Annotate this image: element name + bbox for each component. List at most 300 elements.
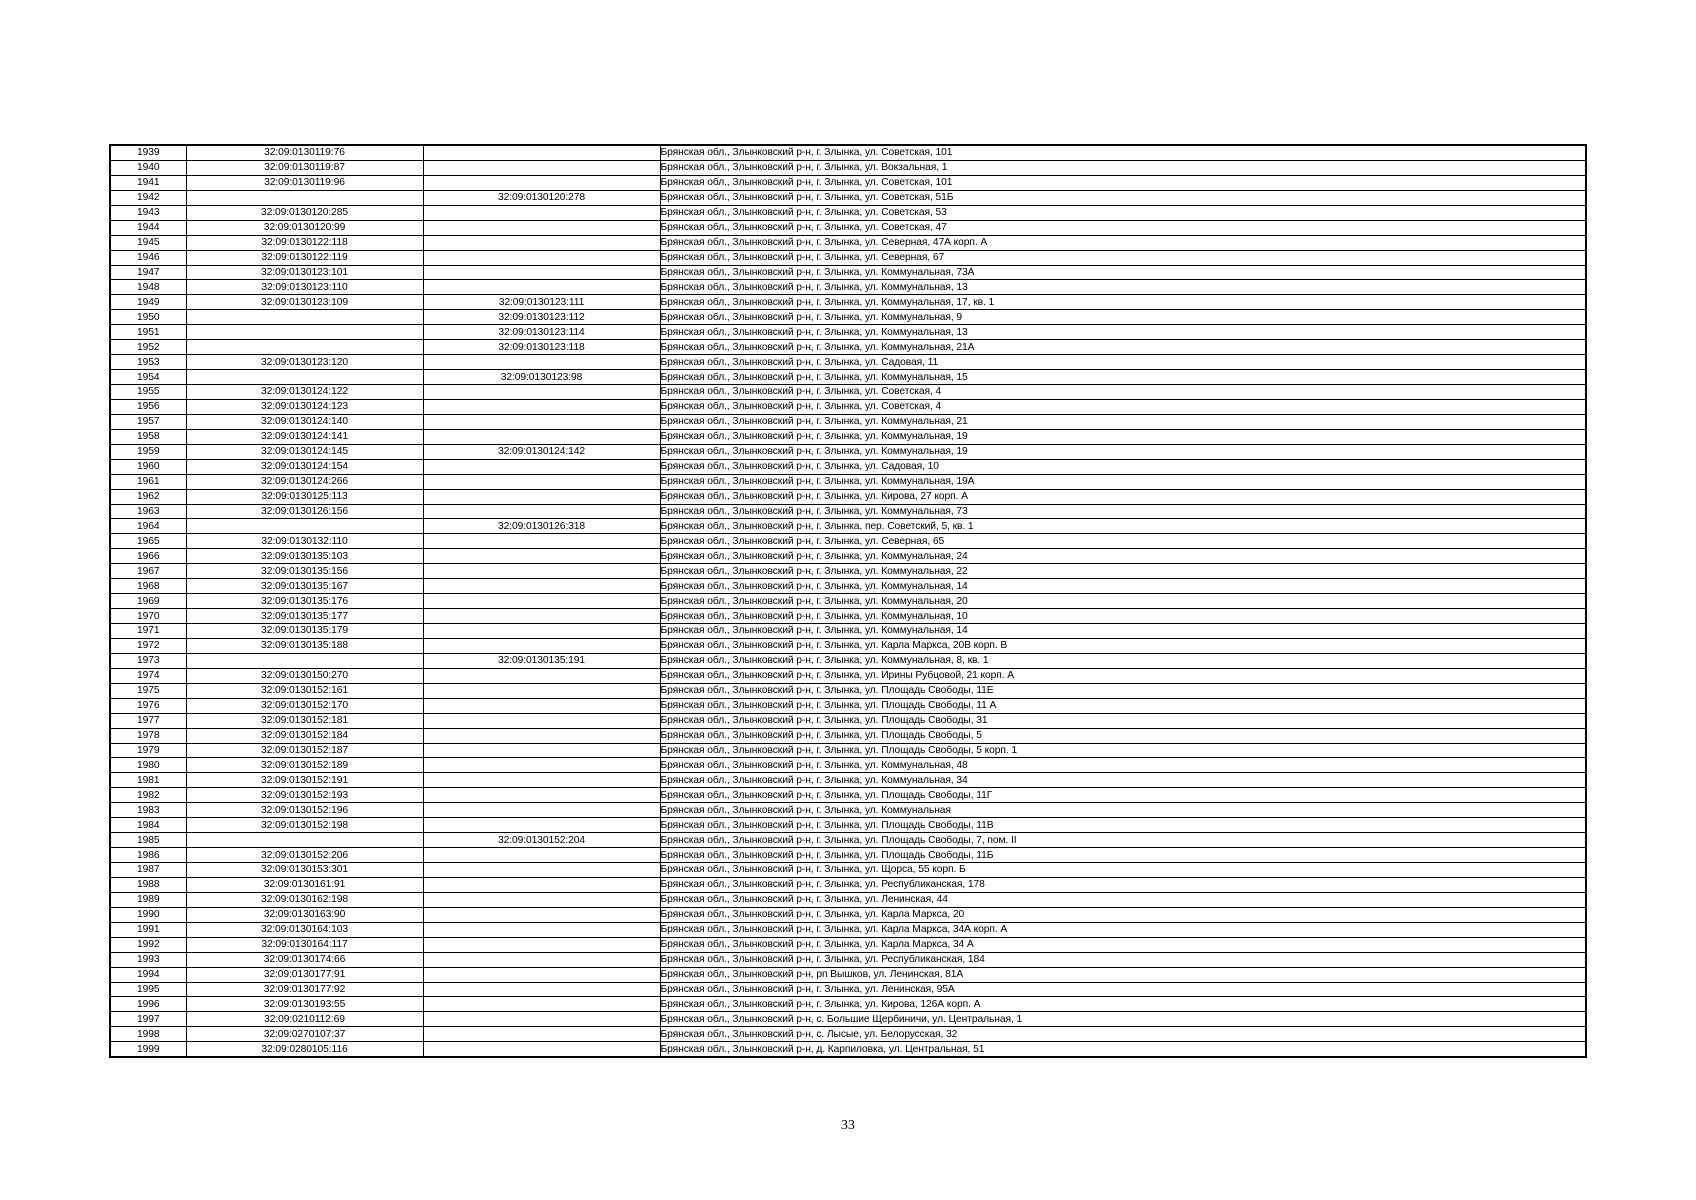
registry-table-body <box>110 145 1586 1057</box>
related-cadastral-number-cell <box>423 250 660 265</box>
related-cadastral-number-cell: 32:09:0130152:204 <box>423 833 660 848</box>
cadastral-number-cell: 32:09:0130152:206 <box>186 848 423 863</box>
table-row <box>110 624 1586 639</box>
cadastral-number-cell: 32:09:0130161:91 <box>186 877 423 892</box>
row-number-cell: 1978 <box>110 728 186 743</box>
address-cell: Брянская обл., Злынковский р-н, г. Злынка, ул. Кирова, 126А корп. А <box>660 997 1586 1012</box>
address-cell: Брянская обл., Злынковский р-н, с. Большие Щербиничи, ул. Центральная, 1 <box>660 1012 1586 1027</box>
row-number-cell: 1985 <box>110 833 186 848</box>
address-cell: Брянская обл., Злынковский р-н, г. Злынка, ул. Площадь Свободы, 7, пом. II <box>660 833 1586 848</box>
related-cadastral-number-cell <box>423 205 660 220</box>
cadastral-number-cell <box>186 833 423 848</box>
cadastral-number-cell: 32:09:0130152:181 <box>186 713 423 728</box>
address-cell: Брянская обл., Злынковский р-н, г. Злынка, ул. Северная, 65 <box>660 534 1586 549</box>
table-row <box>110 1042 1586 1057</box>
table-row <box>110 325 1586 340</box>
address-cell: Брянская обл., Злынковский р-н, г. Злынка, ул. Коммунальная, 73А <box>660 265 1586 280</box>
table-row <box>110 474 1586 489</box>
table-row <box>110 205 1586 220</box>
related-cadastral-number-cell <box>423 683 660 698</box>
table-row <box>110 848 1586 863</box>
table-row <box>110 907 1586 922</box>
related-cadastral-number-cell <box>423 474 660 489</box>
related-cadastral-number-cell <box>423 997 660 1012</box>
row-number-cell: 1964 <box>110 519 186 534</box>
related-cadastral-number-cell <box>423 758 660 773</box>
table-row <box>110 653 1586 668</box>
row-number-cell: 1963 <box>110 504 186 519</box>
row-number-cell: 1949 <box>110 295 186 310</box>
row-number-cell: 1945 <box>110 235 186 250</box>
table-row <box>110 459 1586 474</box>
cadastral-number-cell: 32:09:0130152:196 <box>186 803 423 818</box>
address-cell: Брянская обл., Злынковский р-н, г. Злынка, ул. Ирины Рубцовой, 21 корп. А <box>660 668 1586 683</box>
address-cell: Брянская обл., Злынковский р-н, г. Злынка, ул. Коммунальная, 15 <box>660 370 1586 385</box>
cadastral-number-cell <box>186 310 423 325</box>
row-number-cell: 1990 <box>110 907 186 922</box>
row-number-cell: 1950 <box>110 310 186 325</box>
related-cadastral-number-cell <box>423 160 660 175</box>
cadastral-number-cell: 32:09:0130174:66 <box>186 952 423 967</box>
address-cell: Брянская обл., Злынковский р-н, г. Злынка, ул. Площадь Свободы, 11В <box>660 818 1586 833</box>
related-cadastral-number-cell <box>423 235 660 250</box>
table-row <box>110 937 1586 952</box>
address-cell: Брянская обл., Злынковский р-н, г. Злынка, ул. Коммунальная, 21 <box>660 414 1586 429</box>
cadastral-number-cell: 32:09:0270107:37 <box>186 1027 423 1042</box>
address-cell: Брянская обл., Злынковский р-н, г. Злынка, ул. Щорса, 55 корп. Б <box>660 863 1586 878</box>
row-number-cell: 1955 <box>110 385 186 400</box>
related-cadastral-number-cell: 32:09:0130123:112 <box>423 310 660 325</box>
table-row <box>110 638 1586 653</box>
related-cadastral-number-cell <box>423 907 660 922</box>
address-cell: Брянская обл., Злынковский р-н, г. Злынка, ул. Коммунальная, 13 <box>660 325 1586 340</box>
cadastral-number-cell: 32:09:0130135:156 <box>186 564 423 579</box>
related-cadastral-number-cell <box>423 280 660 295</box>
table-row <box>110 818 1586 833</box>
related-cadastral-number-cell <box>423 743 660 758</box>
row-number-cell: 1999 <box>110 1042 186 1057</box>
address-cell: Брянская обл., Злынковский р-н, г. Злынка, ул. Карла Маркса, 20 <box>660 907 1586 922</box>
related-cadastral-number-cell <box>423 982 660 997</box>
row-number-cell: 1971 <box>110 624 186 639</box>
related-cadastral-number-cell <box>423 594 660 609</box>
table-row <box>110 668 1586 683</box>
related-cadastral-number-cell <box>423 399 660 414</box>
address-cell: Брянская обл., Злынковский р-н, г. Злынка, ул. Советская, 47 <box>660 220 1586 235</box>
row-number-cell: 1996 <box>110 997 186 1012</box>
address-cell: Брянская обл., Злынковский р-н, г. Злынка, пер. Советский, 5, кв. 1 <box>660 519 1586 534</box>
related-cadastral-number-cell <box>423 1012 660 1027</box>
related-cadastral-number-cell <box>423 579 660 594</box>
row-number-cell: 1940 <box>110 160 186 175</box>
table-row <box>110 340 1586 355</box>
row-number-cell: 1982 <box>110 788 186 803</box>
row-number-cell: 1944 <box>110 220 186 235</box>
table-row <box>110 175 1586 190</box>
related-cadastral-number-cell <box>423 698 660 713</box>
table-row <box>110 579 1586 594</box>
cadastral-number-cell: 32:09:0130135:103 <box>186 549 423 564</box>
table-row <box>110 489 1586 504</box>
address-cell: Брянская обл., Злынковский р-н, г. Злынка, ул. Коммунальная, 19А <box>660 474 1586 489</box>
table-row <box>110 504 1586 519</box>
table-row <box>110 355 1586 370</box>
address-cell: Брянская обл., Злынковский р-н, г. Злынка, ул. Ленинская, 95А <box>660 982 1586 997</box>
related-cadastral-number-cell <box>423 624 660 639</box>
related-cadastral-number-cell <box>423 414 660 429</box>
address-cell: Брянская обл., Злынковский р-н, г. Злынка, ул. Карла Маркса, 34 А <box>660 937 1586 952</box>
related-cadastral-number-cell <box>423 713 660 728</box>
table-row <box>110 1012 1586 1027</box>
related-cadastral-number-cell <box>423 937 660 952</box>
table-row <box>110 713 1586 728</box>
cadastral-number-cell: 32:09:0130162:198 <box>186 892 423 907</box>
row-number-cell: 1998 <box>110 1027 186 1042</box>
cadastral-number-cell: 32:09:0130122:119 <box>186 250 423 265</box>
address-cell: Брянская обл., Злынковский р-н, г. Злынка, ул. Советская, 101 <box>660 175 1586 190</box>
table-row <box>110 310 1586 325</box>
cadastral-number-cell: 32:09:0130124:266 <box>186 474 423 489</box>
cadastral-number-cell: 32:09:0130177:92 <box>186 982 423 997</box>
related-cadastral-number-cell <box>423 863 660 878</box>
table-row <box>110 160 1586 175</box>
row-number-cell: 1948 <box>110 280 186 295</box>
row-number-cell: 1943 <box>110 205 186 220</box>
address-cell: Брянская обл., Злынковский р-н, г. Злынка, ул. Вокзальная, 1 <box>660 160 1586 175</box>
related-cadastral-number-cell <box>423 668 660 683</box>
cadastral-number-cell: 32:09:0130177:91 <box>186 967 423 982</box>
address-cell: Брянская обл., Злынковский р-н, г. Злынка, ул. Площадь Свободы, 11Б <box>660 848 1586 863</box>
cadastral-number-cell: 32:09:0130152:184 <box>186 728 423 743</box>
table-row <box>110 519 1586 534</box>
row-number-cell: 1994 <box>110 967 186 982</box>
row-number-cell: 1995 <box>110 982 186 997</box>
related-cadastral-number-cell <box>423 892 660 907</box>
row-number-cell: 1954 <box>110 370 186 385</box>
cadastral-number-cell <box>186 190 423 205</box>
related-cadastral-number-cell <box>423 220 660 235</box>
address-cell: Брянская обл., Злынковский р-н, г. Злынка, ул. Советская, 101 <box>660 145 1586 160</box>
cadastral-number-cell: 32:09:0130119:96 <box>186 175 423 190</box>
related-cadastral-number-cell <box>423 175 660 190</box>
address-cell: Брянская обл., Злынковский р-н, г. Злынка, ул. Коммунальная <box>660 803 1586 818</box>
cadastral-number-cell <box>186 370 423 385</box>
table-row <box>110 385 1586 400</box>
cadastral-number-cell: 32:09:0130152:161 <box>186 683 423 698</box>
cadastral-number-cell: 32:09:0130120:99 <box>186 220 423 235</box>
address-cell: Брянская обл., Злынковский р-н, г. Злынка, ул. Кирова, 27 корп. А <box>660 489 1586 504</box>
address-cell: Брянская обл., Злынковский р-н, г. Злынка, ул. Площадь Свободы, 11Е <box>660 683 1586 698</box>
related-cadastral-number-cell <box>423 459 660 474</box>
row-number-cell: 1959 <box>110 444 186 459</box>
related-cadastral-number-cell <box>423 1027 660 1042</box>
table-row <box>110 922 1586 937</box>
row-number-cell: 1942 <box>110 190 186 205</box>
table-row <box>110 594 1586 609</box>
cadastral-number-cell: 32:09:0130150:270 <box>186 668 423 683</box>
row-number-cell: 1967 <box>110 564 186 579</box>
address-cell: Брянская обл., Злынковский р-н, г. Злынка, ул. Коммунальная, 10 <box>660 609 1586 624</box>
cadastral-number-cell: 32:09:0130123:109 <box>186 295 423 310</box>
cadastral-number-cell: 32:09:0130123:110 <box>186 280 423 295</box>
table-row <box>110 758 1586 773</box>
cadastral-number-cell: 32:09:0130152:198 <box>186 818 423 833</box>
row-number-cell: 1958 <box>110 429 186 444</box>
row-number-cell: 1939 <box>110 145 186 160</box>
related-cadastral-number-cell <box>423 728 660 743</box>
table-row <box>110 803 1586 818</box>
address-cell: Брянская обл., Злынковский р-н, г. Злынка, ул. Садовая, 10 <box>660 459 1586 474</box>
address-cell: Брянская обл., Злынковский р-н, г. Злынка, ул. Коммунальная, 21А <box>660 340 1586 355</box>
cadastral-number-cell: 32:09:0130152:189 <box>186 758 423 773</box>
related-cadastral-number-cell <box>423 504 660 519</box>
cadastral-number-cell: 32:09:0130124:123 <box>186 399 423 414</box>
related-cadastral-number-cell: 32:09:0130126:318 <box>423 519 660 534</box>
address-cell: Брянская обл., Злынковский р-н, г. Злынка, ул. Площадь Свободы, 11Г <box>660 788 1586 803</box>
address-cell: Брянская обл., Злынковский р-н, г. Злынка, ул. Коммунальная, 48 <box>660 758 1586 773</box>
address-cell: Брянская обл., Злынковский р-н, г. Злынка, ул. Коммунальная, 8, кв. 1 <box>660 653 1586 668</box>
cadastral-number-cell: 32:09:0280105:116 <box>186 1042 423 1057</box>
row-number-cell: 1972 <box>110 638 186 653</box>
cadastral-number-cell: 32:09:0130153:301 <box>186 863 423 878</box>
address-cell: Брянская обл., Злынковский р-н, г. Злынка, ул. Карла Маркса, 34А корп. А <box>660 922 1586 937</box>
cadastral-number-cell: 32:09:0130135:179 <box>186 624 423 639</box>
row-number-cell: 1974 <box>110 668 186 683</box>
cadastral-number-cell: 32:09:0130123:120 <box>186 355 423 370</box>
row-number-cell: 1947 <box>110 265 186 280</box>
row-number-cell: 1987 <box>110 863 186 878</box>
related-cadastral-number-cell <box>423 145 660 160</box>
table-row <box>110 773 1586 788</box>
address-cell: Брянская обл., Злынковский р-н, г. Злынка, ул. Республиканская, 178 <box>660 877 1586 892</box>
cadastral-number-cell: 32:09:0130164:117 <box>186 937 423 952</box>
related-cadastral-number-cell: 32:09:0130123:118 <box>423 340 660 355</box>
table-row <box>110 728 1586 743</box>
related-cadastral-number-cell: 32:09:0130123:98 <box>423 370 660 385</box>
row-number-cell: 1988 <box>110 877 186 892</box>
address-cell: Брянская обл., Злынковский р-н, г. Злынка, ул. Садовая, 11 <box>660 355 1586 370</box>
address-cell: Брянская обл., Злынковский р-н, г. Злынка, ул. Коммунальная, 19 <box>660 429 1586 444</box>
address-cell: Брянская обл., Злынковский р-н, г. Злынка, ул. Коммунальная, 17, кв. 1 <box>660 295 1586 310</box>
row-number-cell: 1969 <box>110 594 186 609</box>
table-row <box>110 534 1586 549</box>
address-cell: Брянская обл., Злынковский р-н, г. Злынка, ул. Коммунальная, 24 <box>660 549 1586 564</box>
table-row <box>110 698 1586 713</box>
cadastral-number-cell: 32:09:0130152:187 <box>186 743 423 758</box>
related-cadastral-number-cell <box>423 848 660 863</box>
row-number-cell: 1986 <box>110 848 186 863</box>
address-cell: Брянская обл., Злынковский р-н, г. Злынка, ул. Северная, 47А корп. А <box>660 235 1586 250</box>
cadastral-number-cell: 32:09:0130124:154 <box>186 459 423 474</box>
row-number-cell: 1962 <box>110 489 186 504</box>
cadastral-number-cell: 32:09:0130135:177 <box>186 609 423 624</box>
address-cell: Брянская обл., Злынковский р-н, г. Злынка, ул. Советская, 4 <box>660 399 1586 414</box>
table-row <box>110 1027 1586 1042</box>
related-cadastral-number-cell <box>423 564 660 579</box>
table-row <box>110 863 1586 878</box>
row-number-cell: 1977 <box>110 713 186 728</box>
table-row <box>110 429 1586 444</box>
table-row <box>110 952 1586 967</box>
address-cell: Брянская обл., Злынковский р-н, г. Злынка, ул. Площадь Свободы, 5 <box>660 728 1586 743</box>
related-cadastral-number-cell: 32:09:0130120:278 <box>423 190 660 205</box>
cadastral-number-cell: 32:09:0130119:76 <box>186 145 423 160</box>
address-cell: Брянская обл., Злынковский р-н, г. Злынка, ул. Коммунальная, 22 <box>660 564 1586 579</box>
row-number-cell: 1989 <box>110 892 186 907</box>
cadastral-number-cell: 32:09:0130124:141 <box>186 429 423 444</box>
related-cadastral-number-cell <box>423 967 660 982</box>
row-number-cell: 1983 <box>110 803 186 818</box>
table-row <box>110 967 1586 982</box>
row-number-cell: 1960 <box>110 459 186 474</box>
address-cell: Брянская обл., Злынковский р-н, г. Злынка, ул. Коммунальная, 9 <box>660 310 1586 325</box>
related-cadastral-number-cell <box>423 265 660 280</box>
related-cadastral-number-cell <box>423 922 660 937</box>
address-cell: Брянская обл., Злынковский р-н, рп Вышков, ул. Ленинская, 81А <box>660 967 1586 982</box>
row-number-cell: 1984 <box>110 818 186 833</box>
table-row <box>110 833 1586 848</box>
related-cadastral-number-cell: 32:09:0130123:111 <box>423 295 660 310</box>
related-cadastral-number-cell <box>423 1042 660 1057</box>
row-number-cell: 1973 <box>110 653 186 668</box>
table-row <box>110 743 1586 758</box>
row-number-cell: 1961 <box>110 474 186 489</box>
table-row <box>110 414 1586 429</box>
address-cell: Брянская обл., Злынковский р-н, г. Злынка, ул. Коммунальная, 34 <box>660 773 1586 788</box>
related-cadastral-number-cell <box>423 385 660 400</box>
address-cell: Брянская обл., Злынковский р-н, г. Злынка, ул. Коммунальная, 13 <box>660 280 1586 295</box>
table-row <box>110 997 1586 1012</box>
row-number-cell: 1941 <box>110 175 186 190</box>
row-number-cell: 1946 <box>110 250 186 265</box>
related-cadastral-number-cell <box>423 534 660 549</box>
related-cadastral-number-cell <box>423 489 660 504</box>
table-row <box>110 399 1586 414</box>
row-number-cell: 1953 <box>110 355 186 370</box>
related-cadastral-number-cell: 32:09:0130124:142 <box>423 444 660 459</box>
cadastral-number-cell: 32:09:0130125:113 <box>186 489 423 504</box>
row-number-cell: 1957 <box>110 414 186 429</box>
row-number-cell: 1976 <box>110 698 186 713</box>
address-cell: Брянская обл., Злынковский р-н, г. Злынка, ул. Коммунальная, 14 <box>660 624 1586 639</box>
related-cadastral-number-cell <box>423 429 660 444</box>
row-number-cell: 1965 <box>110 534 186 549</box>
table-row <box>110 295 1586 310</box>
cadastral-number-cell: 32:09:0130135:167 <box>186 579 423 594</box>
address-cell: Брянская обл., Злынковский р-н, г. Злынка, ул. Карла Маркса, 20В корп. В <box>660 638 1586 653</box>
cadastral-number-cell: 32:09:0130126:156 <box>186 504 423 519</box>
table-row <box>110 145 1586 160</box>
row-number-cell: 1979 <box>110 743 186 758</box>
address-cell: Брянская обл., Злынковский р-н, г. Злынка, ул. Коммунальная, 73 <box>660 504 1586 519</box>
table-row <box>110 892 1586 907</box>
address-cell: Брянская обл., Злынковский р-н, г. Злынка, ул. Северная, 67 <box>660 250 1586 265</box>
table-row <box>110 220 1586 235</box>
address-cell: Брянская обл., Злынковский р-н, с. Лысые, ул. Белорусская, 32 <box>660 1027 1586 1042</box>
address-cell: Брянская обл., Злынковский р-н, д. Карпиловка, ул. Центральная, 51 <box>660 1042 1586 1057</box>
address-cell: Брянская обл., Злынковский р-н, г. Злынка, ул. Коммунальная, 14 <box>660 579 1586 594</box>
row-number-cell: 1992 <box>110 937 186 952</box>
row-number-cell: 1966 <box>110 549 186 564</box>
cadastral-number-cell: 32:09:0130124:145 <box>186 444 423 459</box>
row-number-cell: 1991 <box>110 922 186 937</box>
cadastral-number-cell: 32:09:0130135:176 <box>186 594 423 609</box>
page-number: 33 <box>841 1118 855 1133</box>
related-cadastral-number-cell <box>423 788 660 803</box>
row-number-cell: 1956 <box>110 399 186 414</box>
cadastral-number-cell <box>186 340 423 355</box>
cadastral-number-cell: 32:09:0130152:193 <box>186 788 423 803</box>
table-row <box>110 190 1586 205</box>
cadastral-number-cell: 32:09:0130124:140 <box>186 414 423 429</box>
address-cell: Брянская обл., Злынковский р-н, г. Злынка, ул. Площадь Свободы, 5 корп. 1 <box>660 743 1586 758</box>
table-row <box>110 370 1586 385</box>
address-cell: Брянская обл., Злынковский р-н, г. Злынка, ул. Советская, 53 <box>660 205 1586 220</box>
related-cadastral-number-cell <box>423 638 660 653</box>
table-row <box>110 982 1586 997</box>
cadastral-number-cell: 32:09:0130193:55 <box>186 997 423 1012</box>
table-row <box>110 609 1586 624</box>
related-cadastral-number-cell <box>423 549 660 564</box>
cadastral-number-cell: 32:09:0130132:110 <box>186 534 423 549</box>
row-number-cell: 1968 <box>110 579 186 594</box>
related-cadastral-number-cell <box>423 952 660 967</box>
cadastral-number-cell: 32:09:0130124:122 <box>186 385 423 400</box>
address-cell: Брянская обл., Злынковский р-н, г. Злынка, ул. Площадь Свободы, 11 А <box>660 698 1586 713</box>
row-number-cell: 1952 <box>110 340 186 355</box>
related-cadastral-number-cell <box>423 355 660 370</box>
row-number-cell: 1951 <box>110 325 186 340</box>
address-cell: Брянская обл., Злынковский р-н, г. Злынка, ул. Коммунальная, 20 <box>660 594 1586 609</box>
related-cadastral-number-cell <box>423 609 660 624</box>
cadastral-number-cell <box>186 325 423 340</box>
cadastral-number-cell <box>186 519 423 534</box>
table-row <box>110 235 1586 250</box>
cadastral-number-cell: 32:09:0130152:191 <box>186 773 423 788</box>
row-number-cell: 1997 <box>110 1012 186 1027</box>
registry-table <box>109 144 1587 1058</box>
cadastral-number-cell: 32:09:0130119:87 <box>186 160 423 175</box>
cadastral-number-cell: 32:09:0130135:188 <box>186 638 423 653</box>
address-cell: Брянская обл., Злынковский р-н, г. Злынка, ул. Ленинская, 44 <box>660 892 1586 907</box>
cadastral-number-cell: 32:09:0130152:170 <box>186 698 423 713</box>
cadastral-number-cell: 32:09:0130120:285 <box>186 205 423 220</box>
cadastral-number-cell: 32:09:0130163:90 <box>186 907 423 922</box>
table-row <box>110 549 1586 564</box>
address-cell: Брянская обл., Злынковский р-н, г. Злынка, ул. Советская, 51Б <box>660 190 1586 205</box>
row-number-cell: 1970 <box>110 609 186 624</box>
table-row <box>110 877 1586 892</box>
address-cell: Брянская обл., Злынковский р-н, г. Злынка, ул. Советская, 4 <box>660 385 1586 400</box>
address-cell: Брянская обл., Злынковский р-н, г. Злынка, ул. Республиканская, 184 <box>660 952 1586 967</box>
row-number-cell: 1980 <box>110 758 186 773</box>
related-cadastral-number-cell <box>423 818 660 833</box>
table-row <box>110 788 1586 803</box>
cadastral-number-cell: 32:09:0130122:118 <box>186 235 423 250</box>
address-cell: Брянская обл., Злынковский р-н, г. Злынка, ул. Площадь Свободы, 31 <box>660 713 1586 728</box>
related-cadastral-number-cell <box>423 773 660 788</box>
row-number-cell: 1993 <box>110 952 186 967</box>
cadastral-number-cell <box>186 653 423 668</box>
row-number-cell: 1981 <box>110 773 186 788</box>
table-row <box>110 265 1586 280</box>
cadastral-number-cell: 32:09:0130164:103 <box>186 922 423 937</box>
cadastral-number-cell: 32:09:0210112:69 <box>186 1012 423 1027</box>
table-row <box>110 444 1586 459</box>
related-cadastral-number-cell: 32:09:0130135:191 <box>423 653 660 668</box>
table-row <box>110 683 1586 698</box>
related-cadastral-number-cell: 32:09:0130123:114 <box>423 325 660 340</box>
